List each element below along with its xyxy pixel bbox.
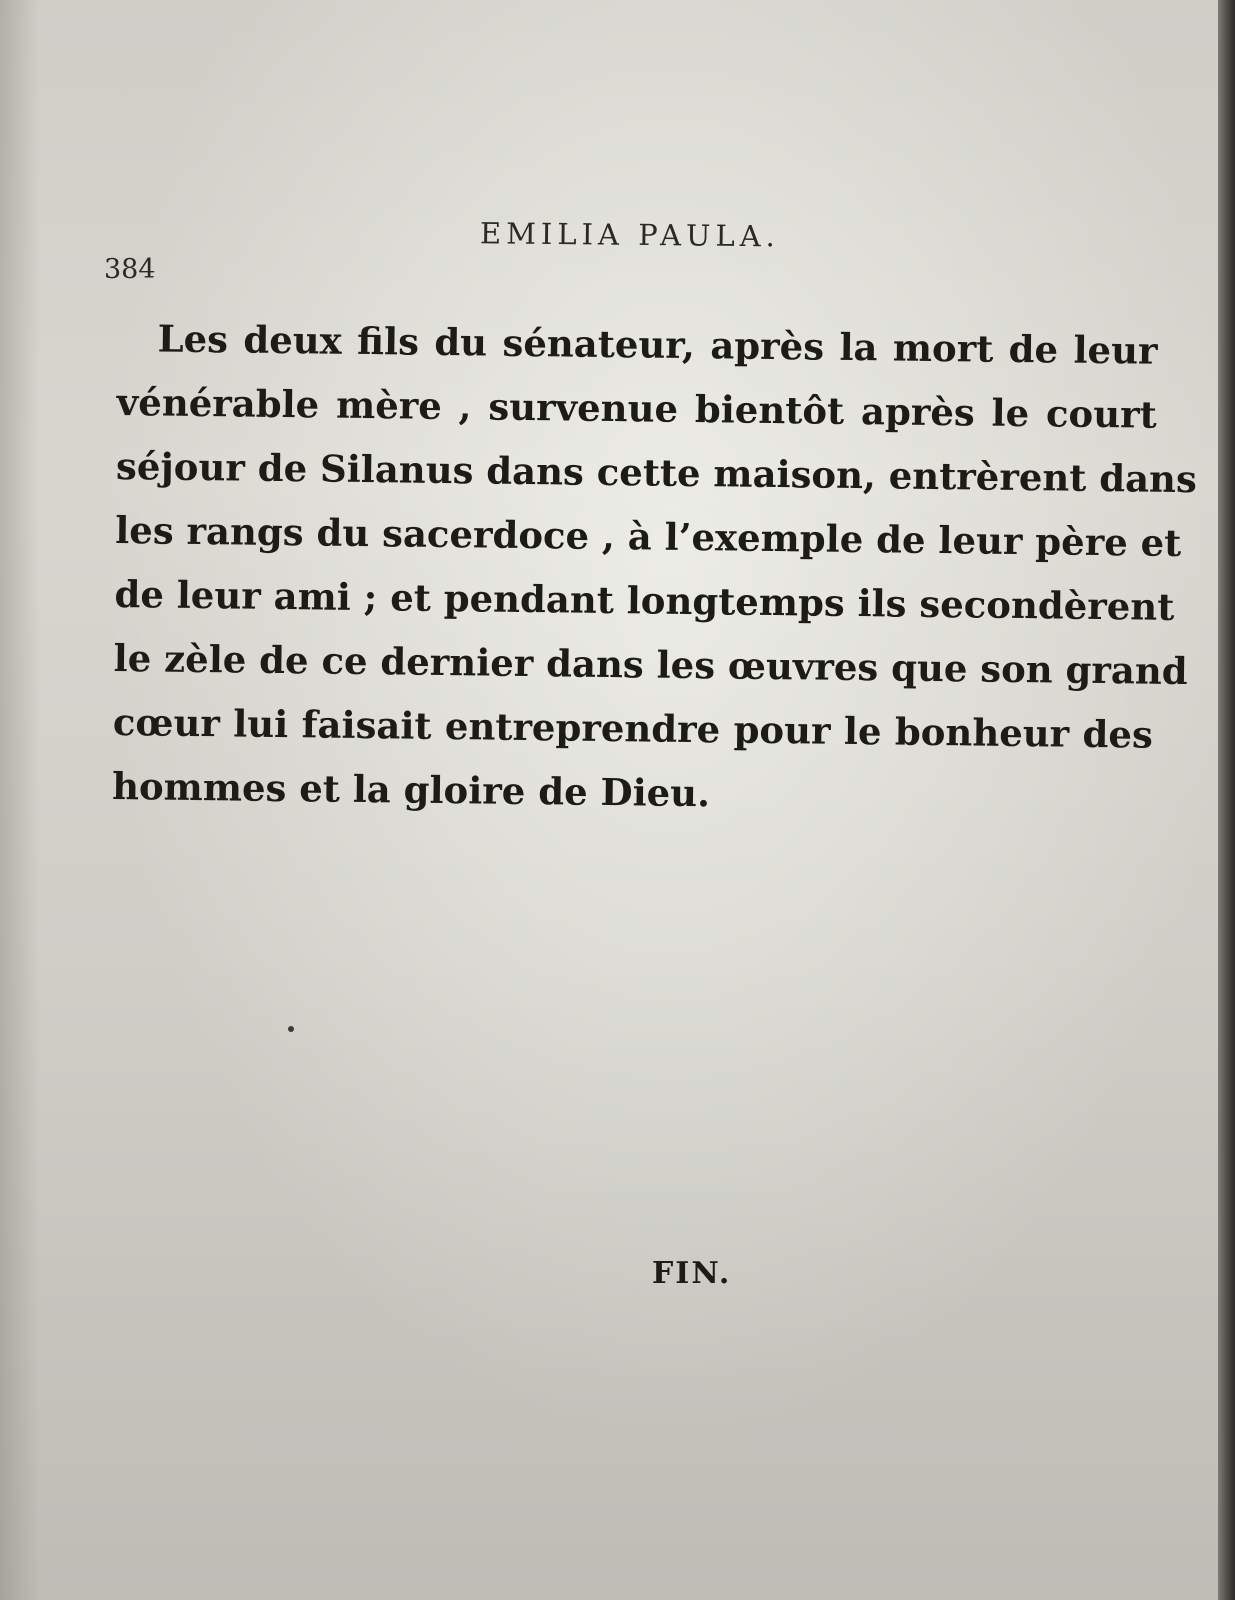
text-line: Les deux fils du sénateur, après la mort de leur [157,316,1158,373]
end-mark: FIN. [652,1256,732,1291]
book-edge [1218,0,1235,1600]
text-line: hommes et la gloire de Dieu. [111,763,711,816]
text-line: vénérable mère , survenue bientôt après le court [116,379,1158,437]
text-line: de leur ami ; et pendant longtemps ils secondèrent [114,571,1175,629]
text-line: cœur lui faisait entreprendre pour le bonheur des [112,699,1154,757]
ink-speck [288,1026,294,1032]
text-line: le zèle de ce dernier dans les œuvres que son grand [113,635,1188,694]
text-line: les rangs du sacerdoce , à l’exemple de leur père et [114,507,1182,566]
running-title: EMILIA PAULA. [479,216,781,254]
page-shadow [0,0,40,1600]
page-number: 384 [104,254,156,285]
body-paragraph [111,306,1198,831]
text-line: séjour de Silanus dans cette maison, entrèrent dans [115,443,1198,502]
